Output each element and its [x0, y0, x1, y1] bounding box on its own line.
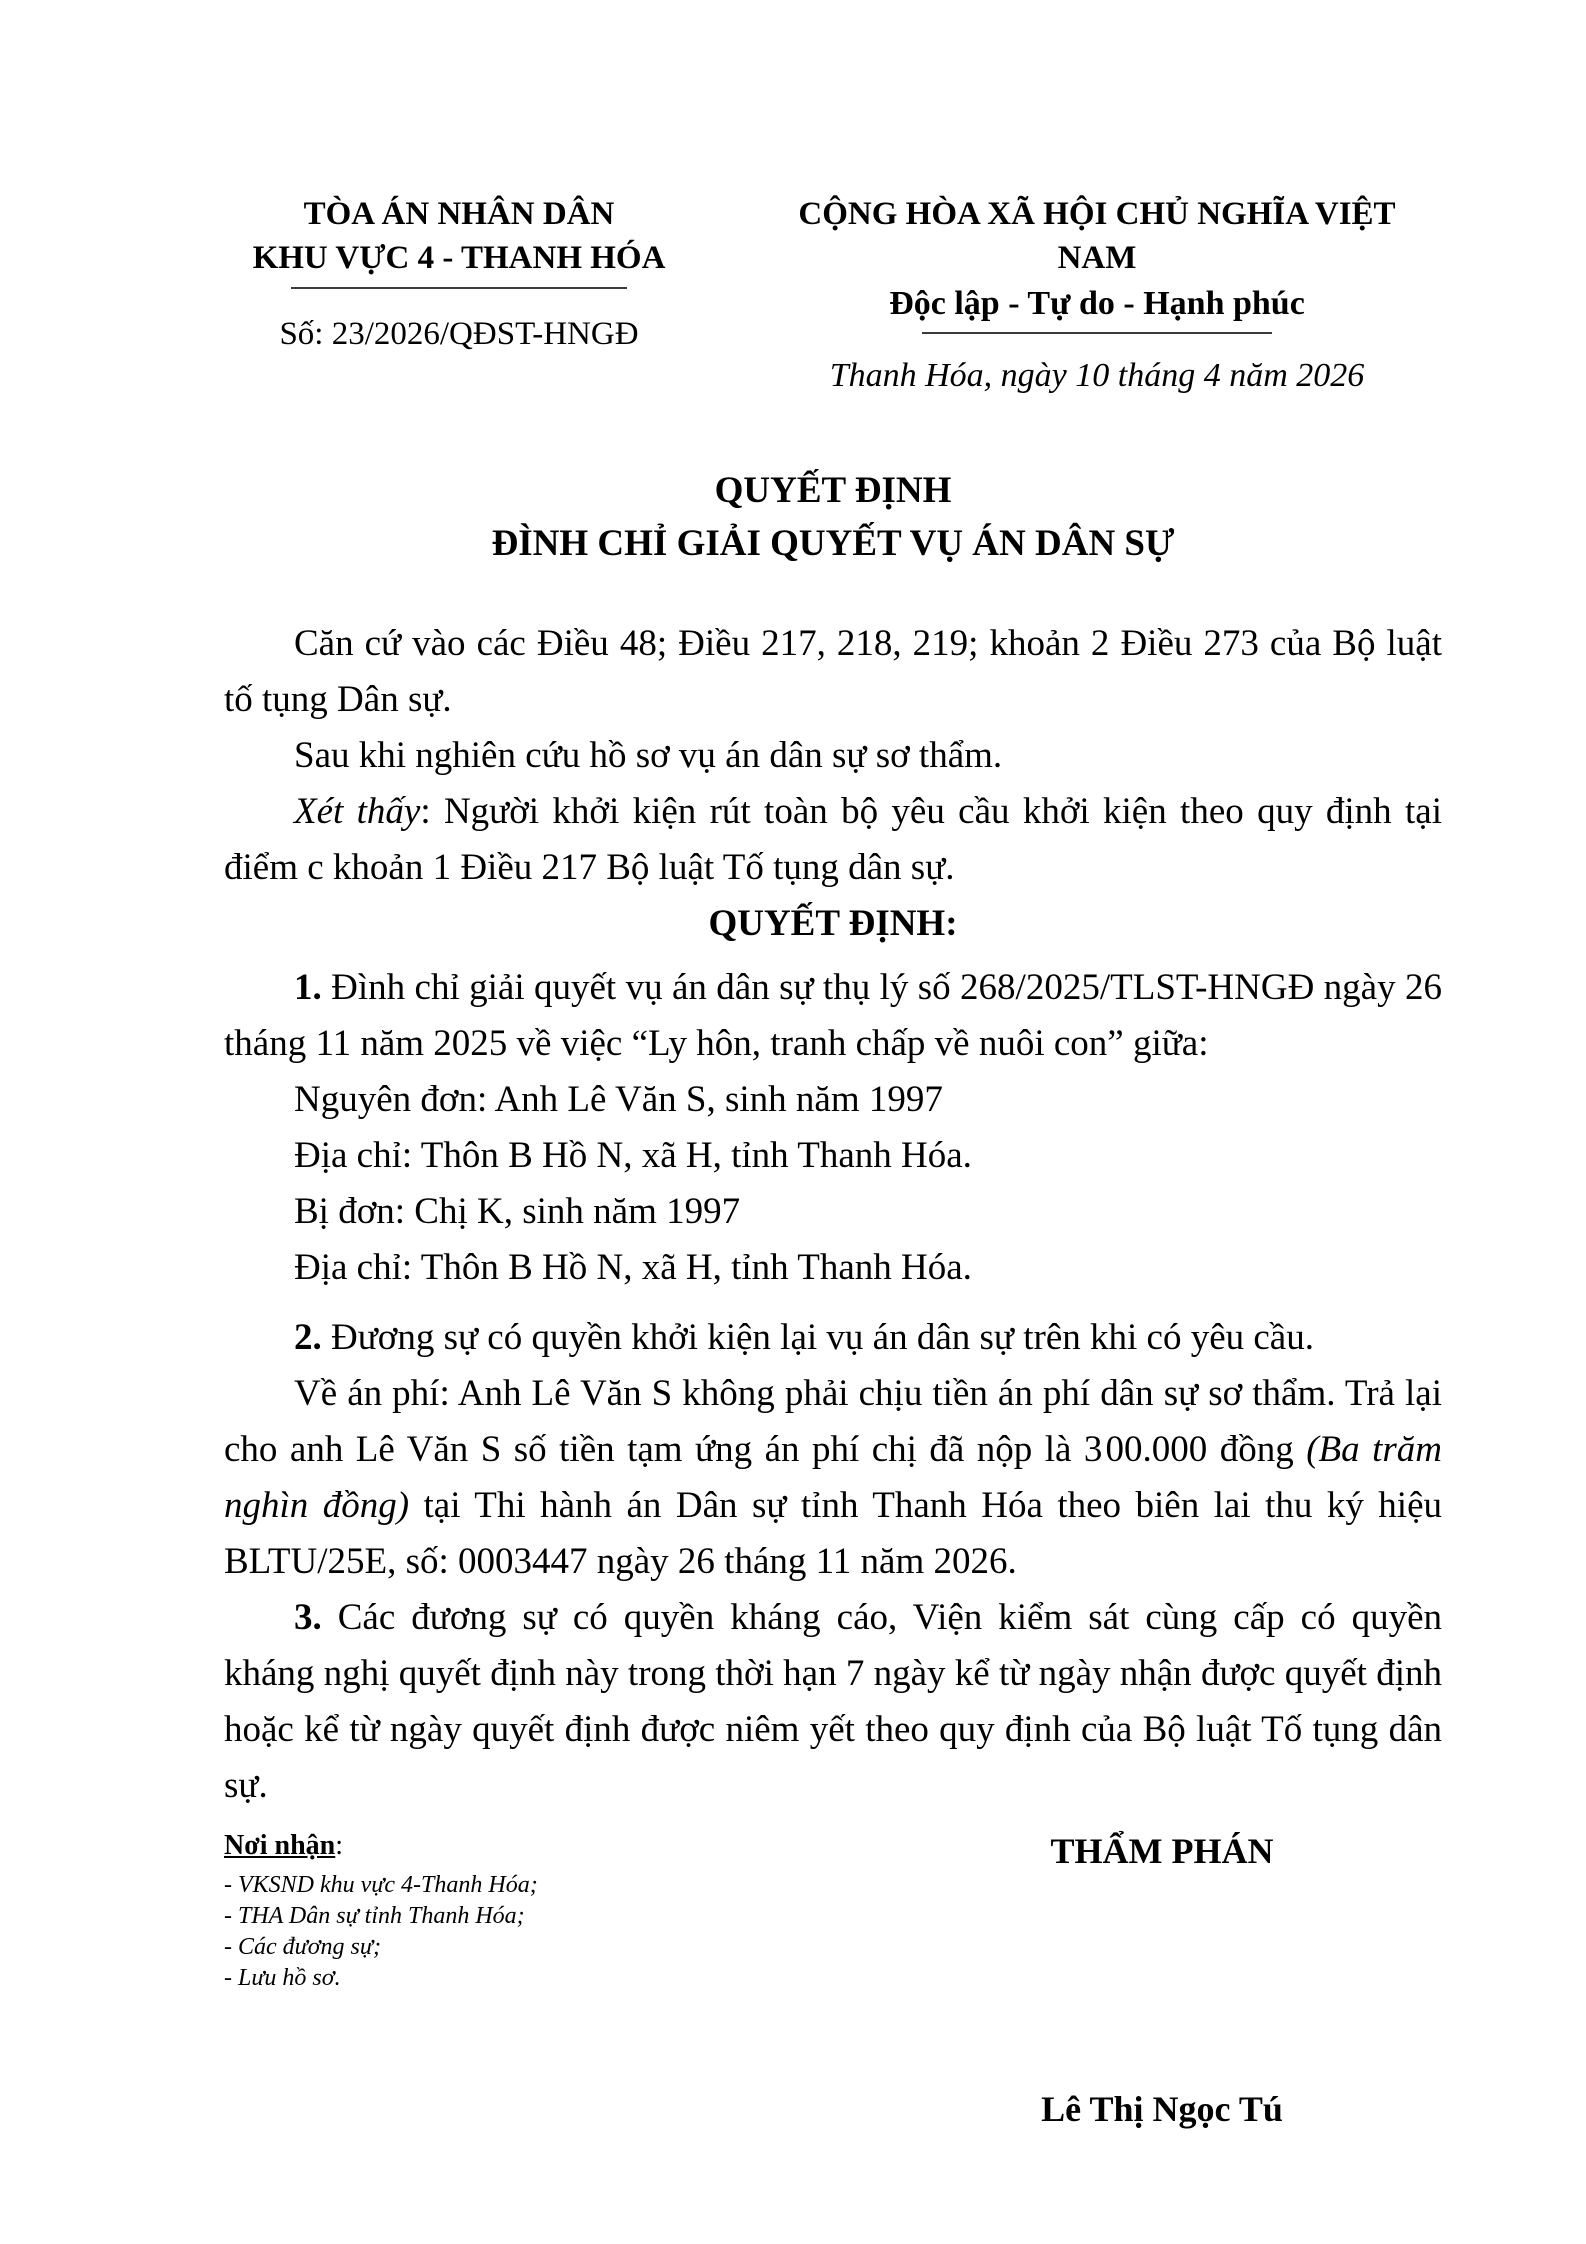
motto-divider: [922, 332, 1272, 334]
decision-number: Số: 23/2026/QĐST-HNGĐ: [279, 316, 639, 352]
item-3-number: 3.: [294, 1597, 322, 1638]
plaintiff-address-line: Địa chỉ: Thôn B Hồ N, xã H, tỉnh Thanh Hóa.: [294, 1135, 972, 1176]
document-footer: [224, 1828, 1442, 2132]
document-title: [224, 464, 1442, 570]
recipients-label: Nơi nhận: [224, 1830, 336, 1861]
court-name-line1: TÒA ÁN NHÂN DÂN: [303, 196, 615, 232]
republic-name: CỘNG HÒA XÃ HỘI CHỦ NGHĨA VIỆT NAM: [798, 196, 1396, 276]
item-3-text: Các đương sự có quyền kháng cáo, Viện kiểm sát cùng cấp có quyền kháng nghị quyết định này trong thời hạn 7 ngày kể từ ngày nhận được quyết định hoặc kể từ ngày quyết định được niêm yết theo quy định của Bộ luật Tố tụng dân sự.: [224, 1597, 1442, 1806]
judge-title: THẨM PHÁN: [1050, 1831, 1274, 1871]
recipient-item: - Lưu hồ sơ.: [224, 1965, 341, 1991]
document-body: [224, 616, 1442, 1814]
recipients-list: [224, 1870, 882, 1994]
signature-space: [882, 1874, 1442, 2086]
paragraph-finding: [224, 784, 1442, 896]
national-heading-block: [752, 192, 1442, 398]
defendant-address-line: Địa chỉ: Thôn B Hồ N, xã H, tỉnh Thanh Hóa.: [294, 1247, 972, 1288]
finding-lead: Xét thấy: [294, 791, 421, 832]
court-name-divider: [291, 287, 627, 289]
fee-text-2: tại Thi hành án Dân sự tỉnh Thanh Hóa theo biên lai thu ký hiệu BLTU/25E, số: 0003447 ngày 26 tháng 11 năm 2026.: [224, 1485, 1442, 1582]
recipients-heading: [224, 1828, 882, 1864]
decides-heading: QUYẾT ĐỊNH:: [708, 903, 958, 944]
plaintiff-line: Nguyên đơn: Anh Lê Văn S, sinh năm 1997: [294, 1079, 943, 1120]
recipient-item: - Các đương sự;: [224, 1934, 381, 1960]
fee-text-1: Về án phí: Anh Lê Văn S không phải chịu tiền án phí dân sự sơ thẩm. Trả lại cho anh Lê Văn S số tiền tạm ứng án phí chị đã nộp là 3 00.000 đồng: [224, 1373, 1442, 1470]
decision-item-1: [224, 960, 1442, 1072]
item-2-number: 2.: [294, 1317, 322, 1358]
document-title-line2: ĐÌNH CHỈ GIẢI QUYẾT VỤ ÁN DÂN SỰ: [491, 523, 1175, 564]
finding-rest: : Người khởi kiện rút toàn bộ yêu cầu khởi kiện theo quy định tại điểm c khoản 1 Điều 217 Bộ luật Tố tụng dân sự.: [224, 791, 1442, 888]
item-2-text: Đương sự có quyền khởi kiện lại vụ án dân sự trên khi có yêu cầu.: [321, 1317, 1314, 1358]
document-title-line1: QUYẾT ĐỊNH: [714, 470, 952, 511]
item-1-number: 1.: [294, 967, 322, 1008]
fee-amount-words: (Ba trăm nghìn đồng): [224, 1429, 1442, 1526]
paragraph-review: Sau khi nghiên cứu hồ sơ vụ án dân sự sơ thẩm.: [294, 735, 1003, 776]
item-1-text: Đình chỉ giải quyết vụ án dân sự thụ lý số 268/2025/TLST-HNGĐ ngày 26 tháng 11 năm 2025 về việc “Ly hôn, tranh chấp về nuôi con” giữa:: [224, 967, 1442, 1064]
national-motto: Độc lập - Tự do - Hạnh phúc: [889, 285, 1305, 322]
recipient-item: - VKSND khu vực 4-Thanh Hóa;: [224, 1872, 538, 1898]
court-fee-paragraph: [224, 1366, 1442, 1590]
recipients-colon: :: [335, 1830, 344, 1861]
court-name-line2: KHU VỰC 4 - THANH HÓA: [252, 240, 666, 276]
judge-name: Lê Thị Ngọc Tú: [1041, 2089, 1283, 2129]
decision-item-3: [224, 1590, 1442, 1814]
issuing-court-block: [224, 192, 694, 355]
recipients-block: [224, 1828, 882, 1994]
decision-item-2: [224, 1310, 1442, 1366]
place-dateline: Thanh Hóa, ngày 10 tháng 4 năm 2026: [829, 357, 1365, 394]
signature-block: [882, 1828, 1442, 2132]
defendant-line: Bị đơn: Chị K, sinh năm 1997: [294, 1191, 741, 1232]
paragraph-legal-basis: Căn cứ vào các Điều 48; Điều 217, 218, 219; khoản 2 Điều 273 của Bộ luật tố tụng Dân sự.: [224, 623, 1442, 720]
recipient-item: - THA Dân sự tỉnh Thanh Hóa;: [224, 1903, 525, 1929]
document-header: [224, 192, 1442, 398]
